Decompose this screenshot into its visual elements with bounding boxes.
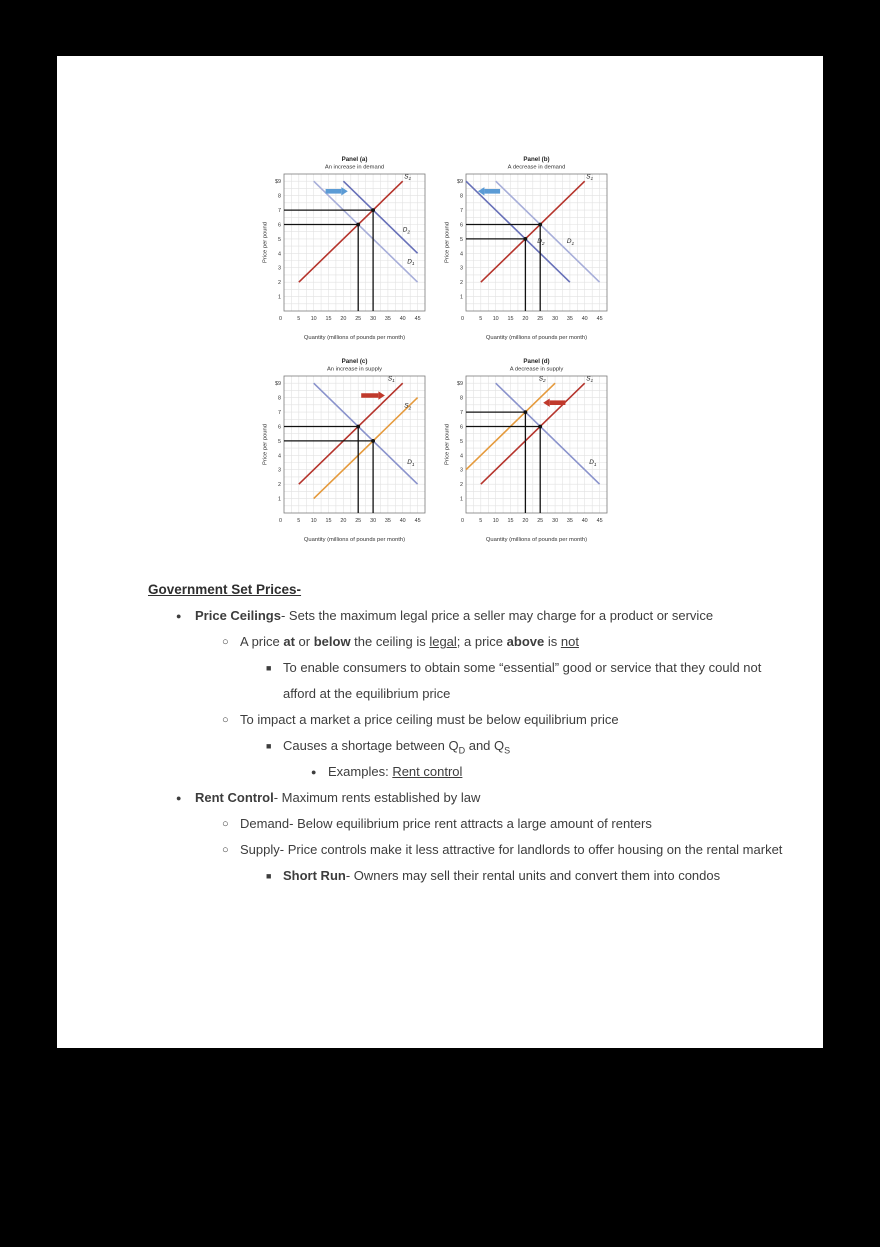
supply-demand-panel-d bbox=[442, 355, 614, 545]
svg-text:5: 5 bbox=[278, 236, 281, 243]
disc-bullet-icon: ● bbox=[176, 611, 182, 621]
supply-demand-panel-a bbox=[260, 153, 432, 343]
svg-text:8: 8 bbox=[460, 193, 463, 200]
circle-bullet-icon: ○ bbox=[222, 844, 229, 856]
svg-text:10: 10 bbox=[492, 518, 499, 524]
svg-text:0: 0 bbox=[279, 316, 282, 322]
svg-text:3: 3 bbox=[460, 467, 463, 474]
svg-text:0: 0 bbox=[279, 518, 282, 524]
svg-text:S1: $S_1$ bbox=[586, 173, 594, 183]
svg-text:7: 7 bbox=[460, 208, 463, 215]
svg-text:0: 0 bbox=[461, 316, 464, 322]
svg-text:D1: $D_1$ bbox=[407, 459, 415, 468]
svg-text:40: 40 bbox=[399, 518, 406, 524]
svg-text:20: 20 bbox=[522, 518, 529, 524]
note-text: Rent Control- Maximum rents established by law bbox=[195, 790, 481, 805]
list-item bbox=[148, 837, 788, 863]
supply-demand-panel-c bbox=[260, 355, 432, 545]
disc-bullet-icon: ● bbox=[311, 767, 317, 777]
note-text: Causes a shortage between $Q_D$ and $Q_S$ bbox=[283, 738, 511, 756]
figure-panels bbox=[260, 153, 614, 545]
svg-text:25: 25 bbox=[355, 316, 362, 322]
svg-text:2: 2 bbox=[278, 482, 281, 489]
svg-text:Panel (c): Panel (c) bbox=[341, 358, 368, 365]
svg-text:40: 40 bbox=[581, 518, 588, 524]
list-item bbox=[148, 655, 788, 707]
svg-text:5: 5 bbox=[297, 518, 301, 524]
list-item bbox=[148, 733, 788, 759]
svg-text:15: 15 bbox=[325, 316, 332, 322]
svg-text:5: 5 bbox=[460, 236, 463, 243]
svg-text:Panel (b): Panel (b) bbox=[523, 156, 550, 163]
list-item bbox=[148, 707, 788, 733]
note-text: Supply- Price controls make it less attractive for landlords to offer housing on the rental market bbox=[240, 842, 783, 857]
svg-text:7: 7 bbox=[278, 208, 281, 215]
svg-text:4: 4 bbox=[460, 251, 463, 258]
svg-text:40: 40 bbox=[399, 316, 406, 322]
svg-text:Quantity (millions of pounds p: Quantity (millions of pounds per month) bbox=[303, 537, 406, 543]
svg-text:5: 5 bbox=[460, 438, 463, 445]
note-text: A price at or below the ceiling is legal; a price above is not bbox=[240, 634, 579, 649]
svg-text:25: 25 bbox=[537, 316, 544, 322]
svg-text:D1: $D_1$ bbox=[566, 238, 575, 247]
svg-text:45: 45 bbox=[596, 518, 603, 524]
note-text: To impact a market a price ceiling must be below equilibrium price bbox=[240, 712, 619, 727]
svg-text:8: 8 bbox=[460, 395, 463, 402]
circle-bullet-icon: ○ bbox=[222, 818, 229, 830]
svg-text:2: 2 bbox=[460, 280, 463, 287]
svg-text:20: 20 bbox=[340, 518, 347, 524]
svg-text:3: 3 bbox=[460, 265, 463, 272]
svg-text:Panel (a): Panel (a) bbox=[341, 156, 368, 163]
svg-text:2: 2 bbox=[460, 482, 463, 489]
svg-text:7: 7 bbox=[460, 410, 463, 417]
svg-text:45: 45 bbox=[414, 518, 421, 524]
svg-text:4: 4 bbox=[278, 251, 281, 258]
svg-text:15: 15 bbox=[507, 316, 514, 322]
svg-text:$9: $9 bbox=[275, 179, 281, 186]
notes-section bbox=[148, 577, 788, 889]
svg-text:25: 25 bbox=[355, 518, 362, 524]
list-item bbox=[148, 629, 788, 655]
svg-text:D1: $D_1$ bbox=[589, 459, 597, 468]
svg-text:1: 1 bbox=[460, 496, 463, 503]
svg-text:Panel (d): Panel (d) bbox=[523, 358, 550, 365]
svg-text:S1: $S_1$ bbox=[586, 375, 594, 385]
svg-text:S2: $S_2$ bbox=[404, 402, 412, 412]
svg-text:3: 3 bbox=[278, 265, 281, 272]
svg-text:15: 15 bbox=[507, 518, 514, 524]
svg-text:2: 2 bbox=[278, 280, 281, 287]
svg-text:Quantity (millions of pounds p: Quantity (millions of pounds per month) bbox=[485, 537, 588, 543]
svg-text:5: 5 bbox=[278, 438, 281, 445]
svg-text:30: 30 bbox=[370, 316, 377, 322]
svg-text:35: 35 bbox=[566, 316, 573, 322]
svg-text:45: 45 bbox=[596, 316, 603, 322]
svg-text:5: 5 bbox=[297, 316, 301, 322]
svg-text:Quantity (millions of pounds p: Quantity (millions of pounds per month) bbox=[303, 335, 406, 341]
svg-text:S2: $S_2$ bbox=[538, 375, 546, 385]
svg-text:15: 15 bbox=[325, 518, 332, 524]
svg-text:Price per pound: Price per pound bbox=[444, 222, 451, 263]
svg-text:20: 20 bbox=[340, 316, 347, 322]
svg-text:6: 6 bbox=[460, 424, 463, 431]
svg-text:35: 35 bbox=[384, 316, 391, 322]
svg-text:$9: $9 bbox=[457, 381, 463, 388]
svg-text:S1: $S_1$ bbox=[404, 173, 412, 183]
svg-text:30: 30 bbox=[552, 316, 559, 322]
svg-text:35: 35 bbox=[384, 518, 391, 524]
svg-text:$9: $9 bbox=[457, 179, 463, 186]
svg-text:4: 4 bbox=[460, 453, 463, 460]
svg-text:7: 7 bbox=[278, 410, 281, 417]
document-page bbox=[57, 56, 823, 1048]
circle-bullet-icon: ○ bbox=[222, 714, 229, 726]
supply-demand-panel-b bbox=[442, 153, 614, 343]
list-item bbox=[148, 811, 788, 837]
square-bullet-icon: ■ bbox=[266, 741, 272, 751]
svg-text:25: 25 bbox=[537, 518, 544, 524]
square-bullet-icon: ■ bbox=[266, 663, 272, 673]
list-item bbox=[148, 759, 788, 785]
note-text: Examples: Rent control bbox=[328, 764, 463, 779]
svg-text:6: 6 bbox=[460, 222, 463, 229]
list-item bbox=[148, 785, 788, 811]
svg-text:Price per pound: Price per pound bbox=[262, 222, 269, 263]
list-item bbox=[148, 863, 788, 889]
note-text: Price Ceilings- Sets the maximum legal price a seller may charge for a product or service bbox=[195, 608, 714, 623]
svg-text:30: 30 bbox=[552, 518, 559, 524]
list-item bbox=[148, 603, 788, 629]
notes-list bbox=[148, 603, 788, 889]
note-text: Short Run- Owners may sell their rental units and convert them into condos bbox=[283, 868, 721, 883]
svg-text:20: 20 bbox=[522, 316, 529, 322]
svg-text:An increase in supply: An increase in supply bbox=[326, 366, 383, 373]
note-text: Demand- Below equilibrium price rent attracts a large amount of renters bbox=[240, 816, 652, 831]
svg-text:5: 5 bbox=[479, 518, 483, 524]
svg-text:10: 10 bbox=[310, 518, 317, 524]
svg-text:6: 6 bbox=[278, 424, 281, 431]
circle-bullet-icon: ○ bbox=[222, 636, 229, 648]
svg-text:D2: $D_2$ bbox=[537, 238, 545, 247]
svg-text:4: 4 bbox=[278, 453, 281, 460]
svg-text:6: 6 bbox=[278, 222, 281, 229]
svg-text:3: 3 bbox=[278, 467, 281, 474]
note-text: To enable consumers to obtain some “essential” good or service that they could not afford at the equilibrium price bbox=[283, 660, 762, 701]
section-heading: Government Set Prices- bbox=[148, 582, 302, 597]
svg-text:Price per pound: Price per pound bbox=[444, 424, 451, 465]
svg-text:S1: $S_1$ bbox=[387, 375, 395, 385]
disc-bullet-icon: ● bbox=[176, 793, 182, 803]
svg-text:Quantity (millions of pounds p: Quantity (millions of pounds per month) bbox=[485, 335, 588, 341]
svg-text:$9: $9 bbox=[275, 381, 281, 388]
svg-text:An increase in demand: An increase in demand bbox=[324, 164, 385, 171]
svg-text:1: 1 bbox=[460, 294, 463, 301]
svg-text:45: 45 bbox=[414, 316, 421, 322]
svg-text:40: 40 bbox=[581, 316, 588, 322]
svg-text:D1: $D_1$ bbox=[407, 258, 415, 268]
svg-text:35: 35 bbox=[566, 518, 573, 524]
svg-text:5: 5 bbox=[479, 316, 483, 322]
svg-text:30: 30 bbox=[370, 518, 377, 524]
svg-text:D2: $D_2$ bbox=[402, 226, 410, 236]
svg-text:0: 0 bbox=[461, 518, 464, 524]
square-bullet-icon: ■ bbox=[266, 871, 272, 881]
svg-text:10: 10 bbox=[492, 316, 499, 322]
svg-text:8: 8 bbox=[278, 395, 281, 402]
svg-text:10: 10 bbox=[310, 316, 317, 322]
svg-text:A decrease in supply: A decrease in supply bbox=[509, 366, 564, 373]
svg-text:1: 1 bbox=[278, 496, 281, 503]
svg-text:8: 8 bbox=[278, 193, 281, 200]
svg-text:Price per pound: Price per pound bbox=[262, 424, 269, 465]
svg-text:1: 1 bbox=[278, 294, 281, 301]
svg-text:A decrease in demand: A decrease in demand bbox=[507, 164, 566, 171]
